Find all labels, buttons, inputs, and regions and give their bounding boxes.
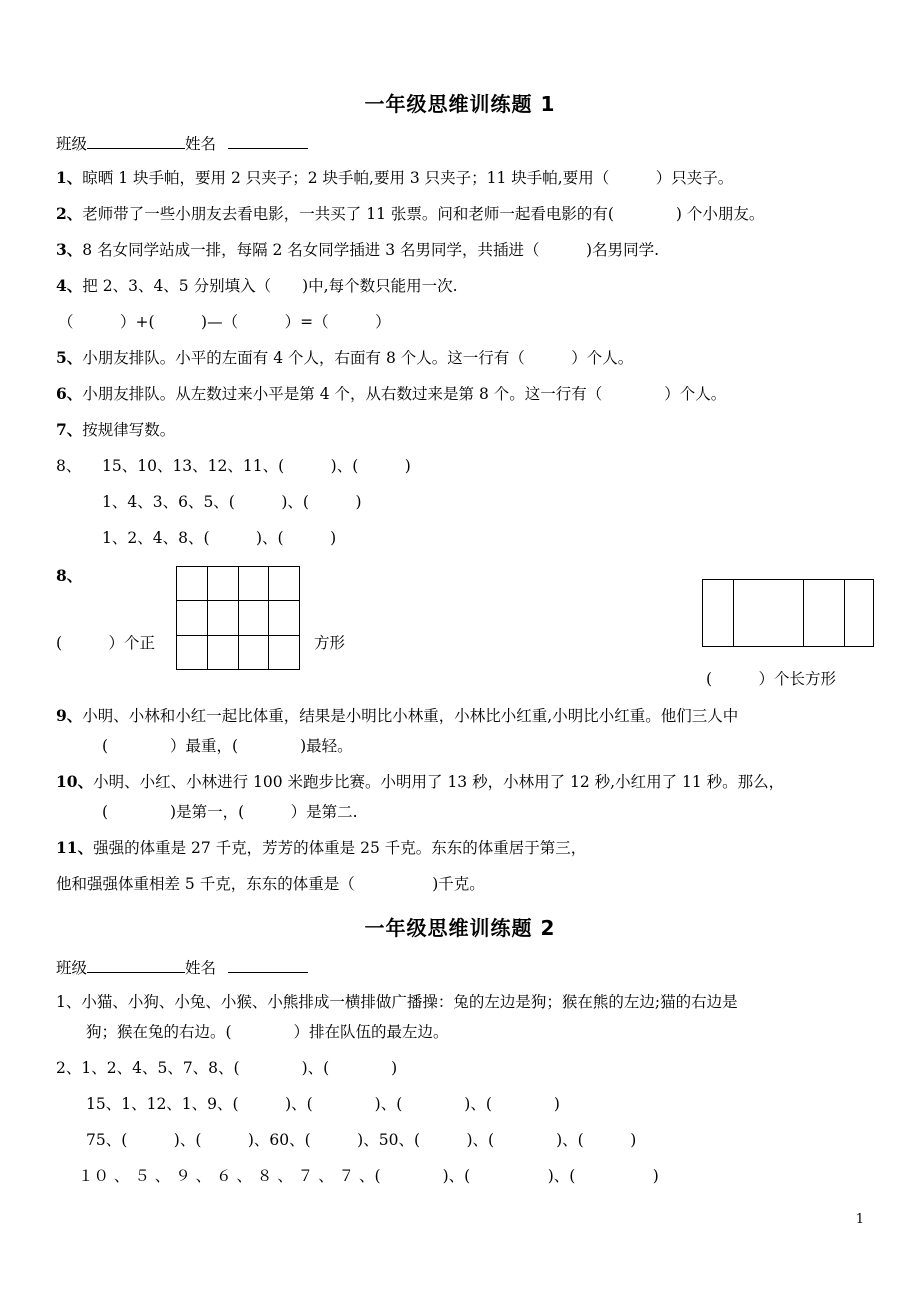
s2-question-2 (56, 1058, 397, 1078)
s2-sequence-row-1: 1、2、4、5、7、8、( )、( ) (81, 1059, 398, 1077)
question-11-answer-line: 他和强强体重相差 5 千克，东东的体重是（ )千克。 (56, 875, 485, 893)
question-11 (56, 838, 586, 858)
question-7-text: 按规律写数。 (82, 421, 176, 439)
question-1-text: 晾晒 1 块手帕，要用 2 只夹子；2 块手帕,要用 3 只夹子；11 块手帕,要用（ ）只夹子。 (82, 169, 734, 187)
question-2-text: 老师带了一些小朋友去看电影，一共买了 11 张票。问和老师一起看电影的有( ) 个小朋友。 (82, 205, 765, 223)
question-10 (56, 772, 784, 792)
question-3-number: 3、 (56, 240, 83, 259)
class-blank[interactable] (87, 132, 185, 149)
s2-sequence-row-3: 75、( )、( )、60、( )、50、( )、( )、( ) (86, 1131, 637, 1149)
sequence-row-1: 15、10、13、12、11、( )、( ) (102, 457, 411, 475)
name-blank[interactable] (228, 132, 308, 149)
square-count-label-end: 方形 (314, 634, 346, 652)
question-3 (56, 240, 659, 260)
question-5-number: 5、 (56, 348, 83, 367)
question-5 (56, 348, 633, 368)
question-3-text: 8 名女同学站成一排，每隔 2 名女同学插进 3 名男同学，共插进（ )名男同学. (82, 241, 659, 259)
sequence-row-3: 1、2、4、8、( )、( ) (102, 529, 337, 547)
question-8a-number: 8、 (56, 457, 82, 475)
name-label-2: 姓名 (185, 959, 217, 977)
s2-question-1-text: 小猫、小狗、小兔、小猴、小熊排成一横排做广播操：兔的左边是狗；猴在熊的左边;猫的右边是 (81, 993, 738, 1011)
rectangle-count-label: ( ）个长方形 (706, 670, 837, 688)
question-4-expression: （ ）+( )—（ ）=（ ） (58, 313, 391, 331)
question-11-number: 11、 (56, 838, 94, 857)
question-9-answer-line: ( ）最重，( )最轻。 (102, 737, 353, 755)
s2-question-1-line2: 狗；猴在兔的右边。( ）排在队伍的最左边。 (86, 1023, 449, 1041)
question-4-number: 4、 (56, 276, 83, 295)
s2-question-1 (56, 992, 738, 1012)
question-9 (56, 706, 738, 726)
question-11-text: 强强的体重是 27 千克，芳芳的体重是 25 千克。东东的体重居于第三， (93, 839, 587, 857)
section2-title: 一年级思维训练题 2 (364, 916, 556, 940)
s2-sequence-row-4: １０ 、 ５ 、 ９ 、 ６ 、 ８ 、 ７ 、 ７ 、( )、( )、( ) (78, 1167, 659, 1185)
section2-header-fields (56, 956, 308, 978)
sequence-row-2: 1、4、3、6、5、( )、( ) (102, 493, 362, 511)
question-10-answer-line: ( )是第一，( ）是第二. (102, 803, 358, 821)
question-9-text: 小明、小林和小红一起比体重，结果是小明比小林重，小林比小红重,小明比小红重。他们三人中 (82, 707, 739, 725)
question-2 (56, 204, 764, 224)
s2-question-1-number: 1、 (56, 993, 82, 1011)
page-number: 1 (855, 1212, 864, 1227)
section1-header-fields (56, 132, 308, 154)
question-6-text: 小朋友排队。从左数过来小平是第 4 个，从右数过来是第 8 个。这一行有（ ）个人。 (82, 385, 727, 403)
question-10-number: 10、 (56, 772, 94, 791)
rectangle-figure (702, 579, 874, 647)
s2-question-2-number: 2、 (56, 1059, 82, 1077)
question-2-number: 2、 (56, 204, 83, 223)
class-blank-2[interactable] (87, 956, 185, 973)
name-label: 姓名 (185, 135, 217, 153)
class-label: 班级 (56, 135, 88, 153)
square-grid-figure (176, 566, 300, 670)
question-5-text: 小朋友排队。小平的左面有 4 个人，右面有 8 个人。这一行有（ ）个人。 (82, 349, 634, 367)
question-9-number: 9、 (56, 706, 83, 725)
question-6-number: 6、 (56, 384, 83, 403)
question-4 (56, 276, 458, 296)
square-count-label: ( ）个正 (56, 634, 156, 652)
question-1 (56, 168, 733, 188)
question-6 (56, 384, 726, 404)
question-8b-number: 8、 (56, 566, 83, 585)
name-blank-2[interactable] (228, 956, 308, 973)
question-4-text: 把 2、3、4、5 分别填入（ )中,每个数只能用一次. (82, 277, 458, 295)
question-7-number: 7、 (56, 420, 83, 439)
question-10-text: 小明、小红、小林进行 100 米跑步比赛。小明用了 13 秒，小林用了 12 秒,小红用了 11 秒。那么， (93, 773, 785, 791)
question-7 (56, 420, 175, 440)
class-label-2: 班级 (56, 959, 88, 977)
question-1-number: 1、 (56, 168, 83, 187)
s2-sequence-row-2: 15、1、12、1、9、( )、( )、( )、( ) (86, 1095, 560, 1113)
section1-title: 一年级思维训练题 1 (364, 92, 556, 116)
